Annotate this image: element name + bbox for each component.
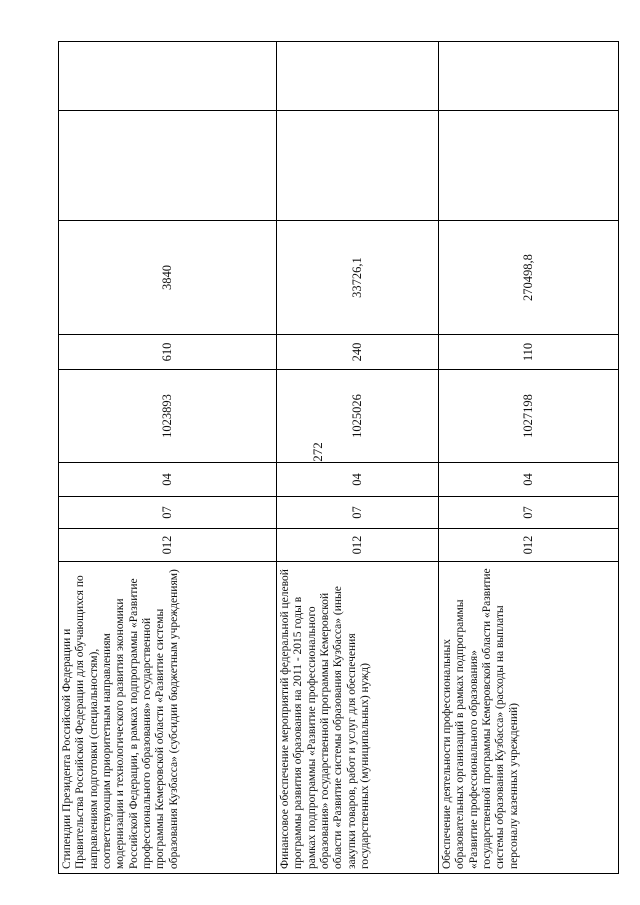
ministry-code: 012 bbox=[59, 529, 277, 562]
empty-cell bbox=[59, 111, 277, 221]
target-item-code: 1027198 bbox=[439, 370, 619, 463]
expense-type-code: 610 bbox=[59, 335, 277, 370]
budget-table bbox=[58, 41, 619, 874]
amount-value: 270498,8 bbox=[439, 221, 619, 335]
row-description: Финансовое обеспечение мероприятий федеральной целевой программы развития образования на 2011 - 2015 годы в рамках подпрограммы «Развитие профессионального образования» государственной программы Кемеровской области «Развитие системы образования Кузбасса» (иные закупки товаров, работ и услуг для обеспечения государственных (муниципальных) нужд) bbox=[277, 562, 439, 874]
row-description: Обеспечение деятельности профессиональных образовательных организаций в рамках подпрограммы «Развитие профессионального образования» государственной программы Кемеровской области «Развитие системы образования Кузбасса» (расходы на выплаты персоналу казенных учреждений) bbox=[439, 562, 619, 874]
amount-value: 3840 bbox=[59, 221, 277, 335]
budget-table-frame bbox=[58, 42, 618, 874]
expense-type-code: 110 bbox=[439, 335, 619, 370]
section-code: 07 bbox=[439, 497, 619, 529]
ministry-code: 012 bbox=[277, 529, 439, 562]
subsection-code: 04 bbox=[59, 463, 277, 497]
empty-cell bbox=[439, 111, 619, 221]
page-number: 272 bbox=[310, 442, 325, 462]
subsection-code: 04 bbox=[277, 463, 439, 497]
section-code: 07 bbox=[277, 497, 439, 529]
empty-cell bbox=[59, 42, 277, 111]
target-item-code: 1025026 bbox=[277, 370, 439, 463]
table-row bbox=[439, 42, 619, 874]
empty-cell bbox=[277, 111, 439, 221]
empty-cell bbox=[439, 42, 619, 111]
empty-cell bbox=[277, 42, 439, 111]
section-code: 07 bbox=[59, 497, 277, 529]
table-row bbox=[59, 42, 277, 874]
amount-value: 33726,1 bbox=[277, 221, 439, 335]
subsection-code: 04 bbox=[439, 463, 619, 497]
ministry-code: 012 bbox=[439, 529, 619, 562]
budget-table-rotated bbox=[58, 42, 618, 874]
row-description: Стипендии Президента Российской Федерации и Правительства Российской Федерации для обучающихся по направлениям подготовки (специальностям), соответствующим приоритетным направлениям модернизации и технологического развития экономики Российской Федерации, в рамках подпрограммы «Развитие профессионального образования» государственной программы Кемеровской области «Развитие системы образования Кузбасса» (субсидии бюджетным учреждениям) bbox=[59, 562, 277, 874]
table-row bbox=[277, 42, 439, 874]
expense-type-code: 240 bbox=[277, 335, 439, 370]
target-item-code: 1023893 bbox=[59, 370, 277, 463]
